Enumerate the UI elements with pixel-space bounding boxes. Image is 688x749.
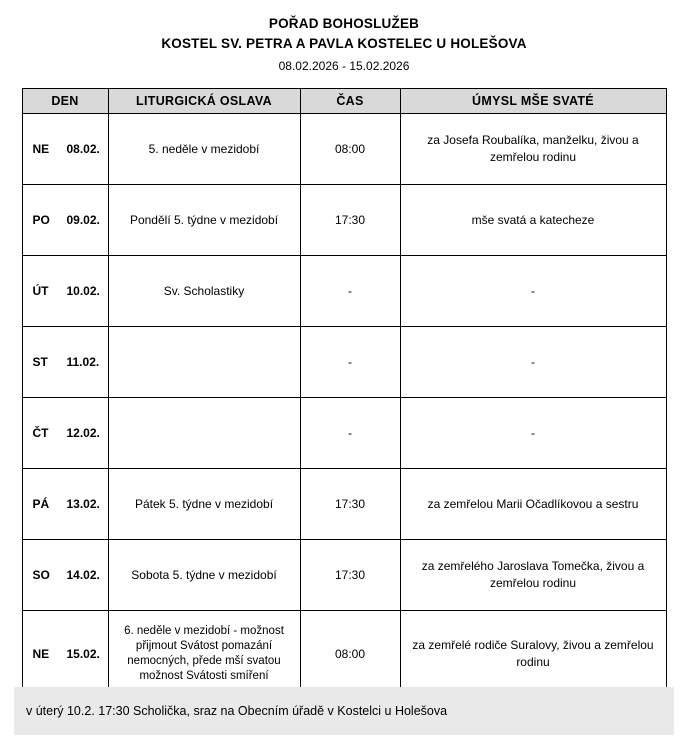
table-row [22,185,666,256]
cell-time: - [300,256,400,327]
day-date: 11.02. [66,355,100,369]
cell-liturgy: 6. neděle v mezidobí - možnost přijmout Svátost pomazání nemocných, přede mší svatou možnost Svátosti smíření [108,611,300,698]
day-name: ÚT [32,284,49,298]
footer-note: v úterý 10.2. 17:30 Scholička, sraz na Obecním úřadě v Kostelci u Holešova [26,704,448,718]
day-name: ST [32,355,48,369]
day-date: 13.02. [66,497,100,511]
schedule-table [22,88,667,698]
table-row [22,469,666,540]
cell-day [22,398,108,469]
cell-time: 17:30 [300,540,400,611]
table-row [22,114,666,185]
day-date: 10.02. [66,284,100,298]
cell-time: 17:30 [300,469,400,540]
cell-intention: - [400,327,666,398]
cell-intention: za Josefa Roubalíka, manželku, živou a zemřelou rodinu [400,114,666,185]
table-row [22,256,666,327]
cell-day [22,185,108,256]
table-header-row [22,89,666,114]
table-row [22,540,666,611]
cell-time: 17:30 [300,185,400,256]
cell-intention: za zemřelého Jaroslava Tomečka, živou a zemřelou rodinu [400,540,666,611]
cell-day [22,256,108,327]
cell-day [22,469,108,540]
cell-intention: - [400,256,666,327]
day-date: 09.02. [66,213,100,227]
day-name: ČT [32,426,49,440]
date-range: 08.02.2026 - 15.02.2026 [278,59,410,73]
cell-day [22,114,108,185]
cell-liturgy: Sobota 5. týdne v mezidobí [108,540,300,611]
column-header-liturgy: LITURGICKÁ OSLAVA [108,89,300,114]
day-name: NE [32,647,50,661]
day-date: 14.02. [66,568,100,582]
cell-day [22,540,108,611]
cell-day [22,611,108,698]
table-row [22,398,666,469]
cell-time: - [300,398,400,469]
cell-liturgy: 5. neděle v mezidobí [108,114,300,185]
document-header [0,0,688,76]
page-title: POŘAD BOHOSLUŽEB [268,16,420,31]
page-subtitle: KOSTEL SV. PETRA A PAVLA KOSTELEC U HOLEŠOVA [161,36,527,51]
column-header-day: DEN [22,89,108,114]
cell-time: 08:00 [300,114,400,185]
cell-intention: - [400,398,666,469]
footer-note-box [14,687,674,735]
table-row [22,327,666,398]
cell-liturgy: Sv. Scholastiky [108,256,300,327]
day-date: 08.02. [66,142,100,156]
cell-liturgy [108,327,300,398]
cell-intention: za zemřelou Marii Očadlíkovou a sestru [400,469,666,540]
table-row [22,611,666,698]
day-date: 15.02. [66,647,100,661]
cell-liturgy [108,398,300,469]
day-name: PO [32,213,50,227]
day-name: SO [32,568,50,582]
cell-liturgy: Pondělí 5. týdne v mezidobí [108,185,300,256]
column-header-time: ČAS [300,89,400,114]
column-header-intention: ÚMYSL MŠE SVATÉ [400,89,666,114]
cell-day [22,327,108,398]
day-date: 12.02. [66,426,100,440]
day-name: PÁ [32,497,50,511]
cell-intention: mše svatá a katecheze [400,185,666,256]
cell-time: 08:00 [300,611,400,698]
cell-time: - [300,327,400,398]
day-name: NE [32,142,50,156]
cell-intention: za zemřelé rodiče Suralovy, živou a zemřelou rodinu [400,611,666,698]
cell-liturgy: Pátek 5. týdne v mezidobí [108,469,300,540]
